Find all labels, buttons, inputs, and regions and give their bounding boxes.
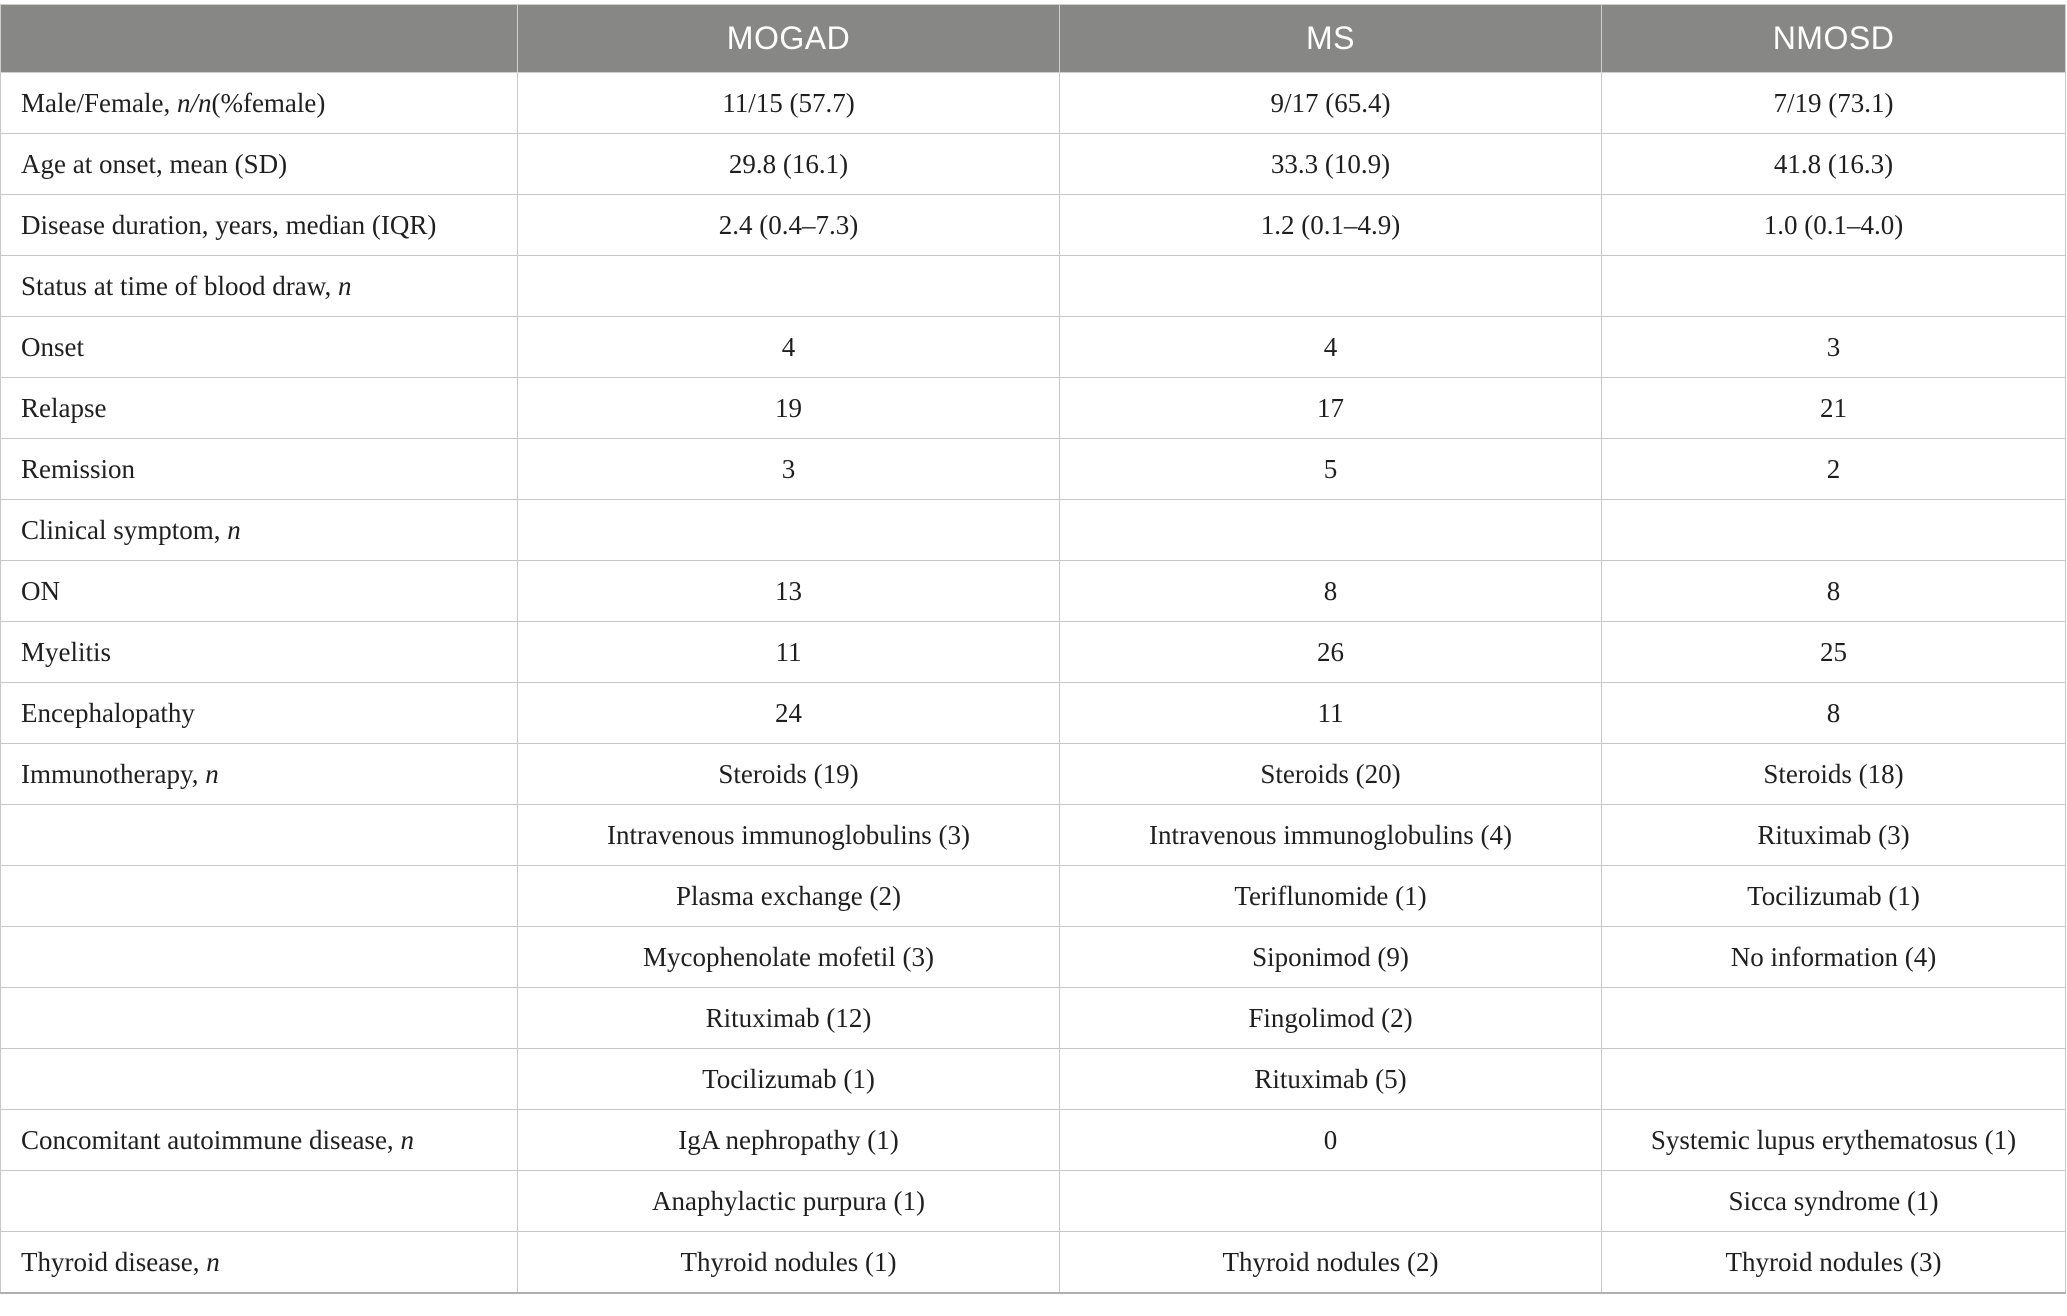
ms-cell: 33.3 (10.9) (1060, 134, 1602, 195)
row-label-text: Onset (21, 331, 84, 362)
row-label-cell (1, 622, 518, 683)
nmosd-cell (1602, 1049, 2066, 1110)
row-label-italic: n (400, 1124, 414, 1155)
nmosd-cell: 8 (1602, 683, 2066, 744)
row-label-text: Status at time of blood draw, (21, 270, 338, 301)
row-label-cell (1, 988, 518, 1049)
row-label-italic: n (206, 1246, 220, 1277)
table-row (1, 866, 2066, 927)
mogad-cell: 11 (518, 622, 1060, 683)
mogad-cell: 24 (518, 683, 1060, 744)
nmosd-cell: 25 (1602, 622, 2066, 683)
ms-cell: 0 (1060, 1110, 1602, 1171)
table-row (1, 561, 2066, 622)
table-header-row (1, 5, 2066, 73)
header-cell-mogad: MOGAD (518, 5, 1060, 73)
mogad-cell: Intravenous immunoglobulins (3) (518, 805, 1060, 866)
table-row (1, 378, 2066, 439)
row-label-italic: n (337, 270, 352, 301)
ms-cell: Fingolimod (2) (1060, 988, 1602, 1049)
ms-cell (1060, 500, 1602, 561)
row-label-text: Male/Female, (21, 87, 177, 118)
mogad-cell: Plasma exchange (2) (518, 866, 1060, 927)
table-row (1, 988, 2066, 1049)
row-label-italic: n (227, 514, 241, 545)
row-label-text: Relapse (21, 392, 107, 423)
row-label-text: Encephalopathy (21, 697, 195, 728)
row-label-cell (1, 561, 518, 622)
row-label-cell (1, 1232, 518, 1294)
ms-cell: Intravenous immunoglobulins (4) (1060, 805, 1602, 866)
row-label-cell (1, 378, 518, 439)
nmosd-cell: Systemic lupus erythematosus (1) (1602, 1110, 2066, 1171)
mogad-cell: Tocilizumab (1) (518, 1049, 1060, 1110)
ms-cell (1060, 1171, 1602, 1232)
table-row (1, 927, 2066, 988)
nmosd-cell (1602, 256, 2066, 317)
mogad-cell: 11/15 (57.7) (518, 73, 1060, 134)
ms-cell: Siponimod (9) (1060, 927, 1602, 988)
mogad-cell: 4 (518, 317, 1060, 378)
table-body (1, 73, 2066, 1294)
table-row (1, 195, 2066, 256)
mogad-cell: 29.8 (16.1) (518, 134, 1060, 195)
table-row (1, 683, 2066, 744)
table-row (1, 622, 2066, 683)
mogad-cell: Anaphylactic purpura (1) (518, 1171, 1060, 1232)
row-label-cell (1, 1171, 518, 1232)
ms-cell: Steroids (20) (1060, 744, 1602, 805)
table-row (1, 500, 2066, 561)
nmosd-cell: 41.8 (16.3) (1602, 134, 2066, 195)
mogad-cell (518, 500, 1060, 561)
table-row (1, 317, 2066, 378)
mogad-cell (518, 256, 1060, 317)
ms-cell: 26 (1060, 622, 1602, 683)
row-label-suffix: (%female) (211, 87, 326, 118)
mogad-cell: Mycophenolate mofetil (3) (518, 927, 1060, 988)
nmosd-cell (1602, 988, 2066, 1049)
mogad-cell: 3 (518, 439, 1060, 500)
mogad-cell: 19 (518, 378, 1060, 439)
row-label-cell (1, 866, 518, 927)
table-row (1, 134, 2066, 195)
row-label-cell (1, 317, 518, 378)
ms-cell: 9/17 (65.4) (1060, 73, 1602, 134)
row-label-cell (1, 744, 518, 805)
mogad-cell: 13 (518, 561, 1060, 622)
ms-cell: 5 (1060, 439, 1602, 500)
nmosd-cell: Tocilizumab (1) (1602, 866, 2066, 927)
table-row (1, 1232, 2066, 1294)
ms-cell: Rituximab (5) (1060, 1049, 1602, 1110)
table-row (1, 1049, 2066, 1110)
mogad-cell: 2.4 (0.4–7.3) (518, 195, 1060, 256)
header-cell-label (1, 5, 518, 73)
demographics-table (0, 4, 2066, 1294)
nmosd-cell: 7/19 (73.1) (1602, 73, 2066, 134)
row-label-cell (1, 1110, 518, 1171)
nmosd-cell: 21 (1602, 378, 2066, 439)
ms-cell: Teriflunomide (1) (1060, 866, 1602, 927)
table-row (1, 1110, 2066, 1171)
row-label-cell (1, 683, 518, 744)
nmosd-cell: 2 (1602, 439, 2066, 500)
row-label-text: Clinical symptom, (21, 514, 228, 545)
mogad-cell: Rituximab (12) (518, 988, 1060, 1049)
table-row (1, 1171, 2066, 1232)
row-label-cell (1, 927, 518, 988)
ms-cell: 4 (1060, 317, 1602, 378)
row-label-cell (1, 1049, 518, 1110)
row-label-text: Age at onset, mean (SD) (21, 148, 288, 179)
nmosd-cell: Rituximab (3) (1602, 805, 2066, 866)
nmosd-cell: 3 (1602, 317, 2066, 378)
table-row (1, 256, 2066, 317)
ms-cell (1060, 256, 1602, 317)
ms-cell: 17 (1060, 378, 1602, 439)
row-label-text: Immunotherapy, (21, 758, 206, 789)
row-label-text: Thyroid disease, (21, 1246, 207, 1277)
nmosd-cell (1602, 500, 2066, 561)
table-row (1, 73, 2066, 134)
header-cell-nmosd: NMOSD (1602, 5, 2066, 73)
ms-cell: Thyroid nodules (2) (1060, 1232, 1602, 1294)
table-row (1, 744, 2066, 805)
row-label-cell (1, 439, 518, 500)
row-label-text: Disease duration, years, median (IQR) (21, 209, 437, 240)
header-cell-ms: MS (1060, 5, 1602, 73)
nmosd-cell: Steroids (18) (1602, 744, 2066, 805)
table-row (1, 439, 2066, 500)
row-label-cell (1, 805, 518, 866)
row-label-text: Remission (21, 453, 136, 484)
row-label-text: Myelitis (21, 636, 112, 667)
row-label-cell (1, 195, 518, 256)
nmosd-cell: 8 (1602, 561, 2066, 622)
row-label-cell (1, 256, 518, 317)
ms-cell: 8 (1060, 561, 1602, 622)
ms-cell: 11 (1060, 683, 1602, 744)
mogad-cell: Thyroid nodules (1) (518, 1232, 1060, 1294)
mogad-cell: IgA nephropathy (1) (518, 1110, 1060, 1171)
row-label-text: Concomitant autoimmune disease, (21, 1124, 401, 1155)
row-label-italic: n/n (176, 87, 212, 118)
row-label-cell (1, 73, 518, 134)
nmosd-cell: Thyroid nodules (3) (1602, 1232, 2066, 1294)
table-container (0, 4, 2067, 1294)
mogad-cell: Steroids (19) (518, 744, 1060, 805)
row-label-italic: n (205, 758, 219, 789)
row-label-text: ON (21, 575, 60, 606)
nmosd-cell: Sicca syndrome (1) (1602, 1171, 2066, 1232)
row-label-cell (1, 134, 518, 195)
row-label-cell (1, 500, 518, 561)
nmosd-cell: 1.0 (0.1–4.0) (1602, 195, 2066, 256)
nmosd-cell: No information (4) (1602, 927, 2066, 988)
table-row (1, 805, 2066, 866)
ms-cell: 1.2 (0.1–4.9) (1060, 195, 1602, 256)
